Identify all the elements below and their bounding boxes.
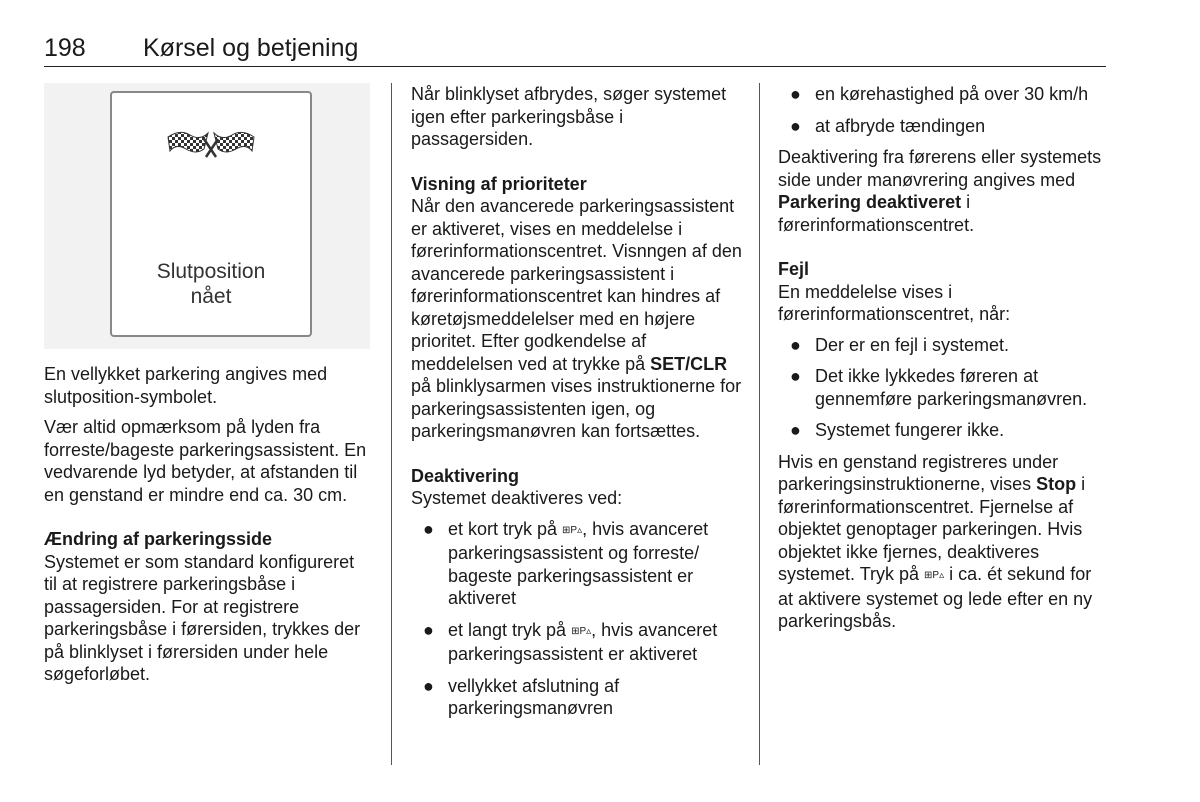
list-item: ● at afbryde tændingen (790, 115, 986, 136)
paragraph: Hvis en genstand registreres under parkeringsinstruktionerne, vises Stop i førerinformationscentret. Fjernelse af objektet genoptager parkeringen. Hvis objektet ikke fjernes, deaktiveres systemet. Tryk på ⊞P▵ i ca. ét sekund for at aktivere systemet og lede efter en ny parkeringsbås. (778, 451, 1093, 631)
driver-info-display (110, 91, 312, 337)
list-item: ● en kørehastighed på over 30 km/h (790, 84, 1089, 104)
park-assist-button-icon: ⊞P▵ (571, 625, 592, 637)
paragraph: En meddelelse vises i førerinformationscentret, når: (778, 281, 1011, 324)
list-item: ● vellykket afslutning af parkeringsmanøvren (423, 675, 620, 718)
checkered-flags-icon (166, 125, 256, 161)
display-message: Slutposition nået (156, 260, 266, 308)
subheading: Ændring af parkeringsside (44, 529, 273, 549)
subheading: Visning af prioriteter (411, 173, 587, 194)
column-divider (391, 83, 392, 765)
paragraph: En vellykket parkering angives med slutposition-symbolet. (44, 364, 328, 407)
park-assist-button-icon: ⊞P▵ (924, 570, 945, 581)
column-2 (411, 83, 745, 729)
subheading: Deaktivering (411, 465, 520, 486)
paragraph: Deaktivering fra førerens eller systemets side under manøvrering angives med Parkering deaktiveret i førerinformationscentret. (778, 147, 1102, 235)
paragraph: Systemet deaktiveres ved: (411, 488, 623, 508)
page-header (44, 34, 1106, 67)
park-assist-button-icon: ⊞P▵ (562, 524, 583, 536)
bullet-list (411, 518, 745, 720)
list-item: ● Der er en fejl i systemet. (790, 334, 1010, 355)
bullet-list (778, 83, 1108, 137)
column-divider (759, 83, 760, 765)
column-3 (778, 83, 1108, 641)
paragraph: Systemet er som standard konfigureret til at registrere parkeringsbåse i passagersiden. For at registrere parkeringsbåse i førersiden, trykkes der på blinklyset i førersiden under hele søgeforløbet. (44, 551, 361, 684)
list-item: ● et kort tryk på ⊞P▵, hvis avanceret parkeringsassistent og forreste/ bageste parkeringsassistent er aktiveret (423, 518, 709, 608)
list-item: ● et langt tryk på ⊞P▵, hvis avanceret parkeringsassistent er aktiveret (423, 619, 718, 664)
page-number: 198 (44, 34, 86, 62)
bullet-list (778, 334, 1108, 442)
paragraph: Vær altid opmærksom på lyden fra forreste/bageste parkeringsassistent. En vedvarende lyd betyder, at afstanden til en genstand er mindre end ca. 30 cm. (44, 417, 367, 505)
section-title: Kørsel og betjening (143, 34, 359, 62)
column-1 (44, 83, 370, 694)
paragraph: Når den avancerede parkeringsassistent er aktiveret, vises en meddelelse i førerinformationscentret. Visnngen af den avancerede parkeringsassistent i førerinformationscentret kan hindres af køretøjsmeddelelser med en højere prioritet. Efter godkendelse af meddelelsen ved at trykke på SET/CLR på blinklysarmen vises instruktionerne for parkeringsassistenten igen, og parkeringsmanøvren kan fortsættes. (411, 196, 742, 441)
paragraph: Når blinklyset afbrydes, søger systemet igen efter parkeringsbåse i passagersiden. (411, 84, 727, 149)
display-illustration (44, 83, 370, 349)
subheading: Fejl (778, 259, 810, 279)
list-item: ● Systemet fungerer ikke. (790, 420, 1005, 440)
list-item: ● Det ikke lykkedes føreren at gennemføre parkeringsmanøvren. (790, 366, 1088, 409)
